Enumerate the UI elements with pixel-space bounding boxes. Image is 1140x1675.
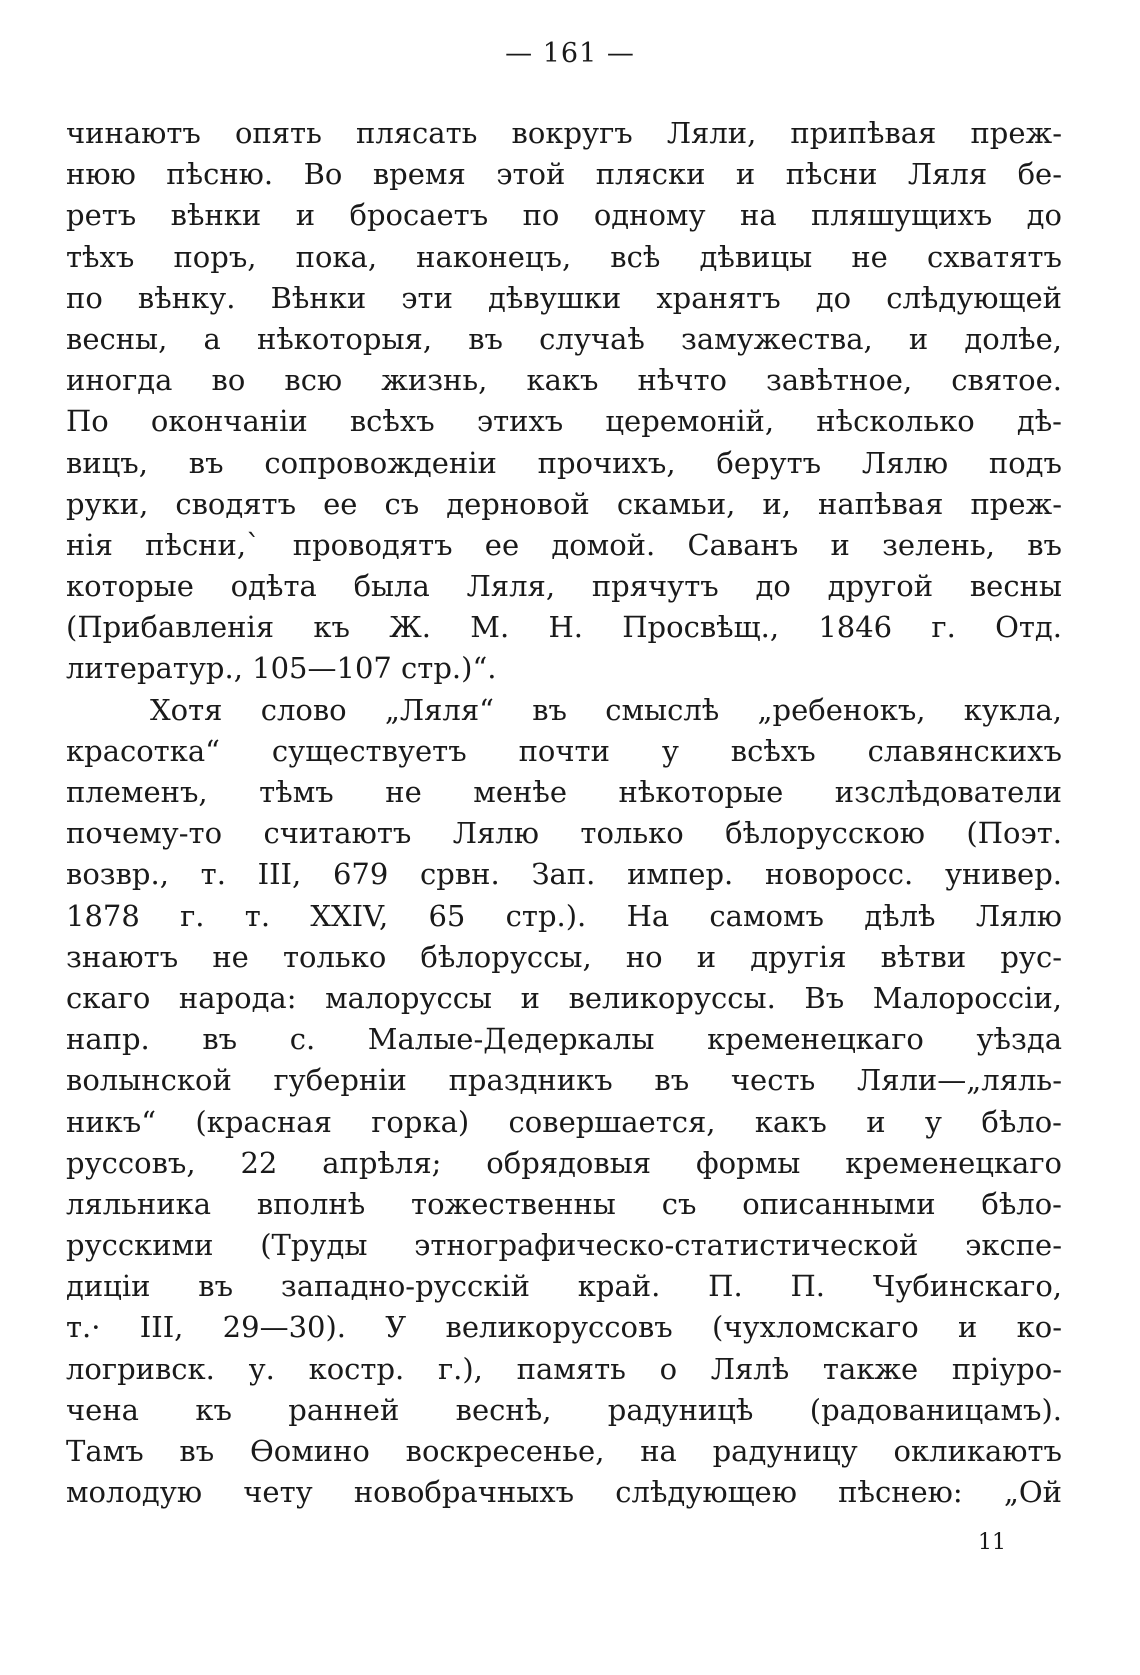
text-line: ляльника вполнѣ тожественны съ описанными бѣло- bbox=[66, 1186, 1062, 1221]
text-line: литератур., 105—107 стр.)“. bbox=[66, 651, 497, 686]
text-line: диціи въ западно-русскій край. П. П. Чубинскаго, bbox=[66, 1269, 1062, 1304]
text-line: нія пѣсни,` проводятъ ее домой. Саванъ и зелень, въ bbox=[66, 527, 1062, 562]
text-line: вицъ, въ сопровожденіи прочихъ, берутъ Лялю подъ bbox=[66, 445, 1062, 480]
text-line: По окончаніи всѣхъ этихъ церемоній, нѣсколько дѣ- bbox=[66, 404, 1062, 439]
text-line: почему-то считаютъ Лялю только бѣлорусскою (Поэт. bbox=[66, 816, 1062, 851]
text-line: напр. въ с. Малые-Дедеркалы кременецкаго уѣзда bbox=[66, 1022, 1062, 1057]
text-line: красотка“ существуетъ почти у всѣхъ славянскихъ bbox=[66, 733, 1062, 768]
signature-mark: 11 bbox=[978, 1530, 1006, 1555]
text-line: волынской губерніи праздникъ въ честь Ляли—„ляль- bbox=[66, 1063, 1062, 1098]
text-line: руки, сводятъ ее съ дерновой скамьи, и, напѣвая преж- bbox=[66, 486, 1062, 521]
page-number: — 161 — bbox=[505, 38, 635, 69]
text-line: 1878 г. т. XXIV, 65 стр.). На самомъ дѣлѣ Лялю bbox=[66, 898, 1062, 933]
text-line: русскими (Труды этнографическо-статистической экспе- bbox=[66, 1228, 1062, 1263]
text-line: никъ“ (красная горка) совершается, какъ и у бѣло- bbox=[66, 1104, 1062, 1139]
text-line: руссовъ, 22 апрѣля; обрядовыя формы кременецкаго bbox=[66, 1145, 1062, 1180]
text-line: которые одѣта была Ляля, прячутъ до другой весны bbox=[66, 569, 1062, 604]
text-line: чена къ ранней веснѣ, радуницѣ (радованицамъ). bbox=[66, 1392, 1062, 1427]
text-line: чинаютъ опять плясать вокругъ Ляли, припѣвая преж- bbox=[66, 116, 1062, 150]
text-line: т.· III, 29—30). У великоруссовъ (чухломскаго и ко- bbox=[66, 1310, 1062, 1345]
text-line: ретъ вѣнки и бросаетъ по одному на пляшущихъ до bbox=[66, 198, 1062, 233]
text-line: Тамъ въ Ѳомино воскресенье, на радуницу окликаютъ bbox=[66, 1434, 1062, 1468]
text-line: (Прибавленія къ Ж. М. Н. Просвѣщ., 1846 г. Отд. bbox=[66, 610, 1062, 645]
text-line: иногда во всю жизнь, какъ нѣчто завѣтное, святое. bbox=[66, 363, 1062, 398]
text-line: скаго народа: малоруссы и великоруссы. Въ Малороссіи, bbox=[66, 980, 1062, 1015]
text-line: Хотя слово „Ляля“ въ смыслѣ „ребенокъ, кукла, bbox=[150, 692, 1062, 727]
text-line: возвр., т. III, 679 срвн. Зап. импер. новоросс. универ. bbox=[66, 857, 1062, 892]
body-text bbox=[66, 113, 1062, 1513]
text-line: логривск. у. костр. г.), память о Лялѣ также пріуро- bbox=[66, 1351, 1062, 1386]
text-line: нюю пѣсню. Во время этой пляски и пѣсни Ляля бе- bbox=[66, 157, 1062, 192]
text-line: знаютъ не только бѣлоруссы, но и другія вѣтви рус- bbox=[66, 939, 1062, 974]
text-line: весны, а нѣкоторыя, въ случаѣ замужества, и долѣе, bbox=[66, 321, 1062, 356]
text-line: молодую чету новобрачныхъ слѣдующею пѣснею: „Ой bbox=[66, 1475, 1062, 1510]
text-line: тѣхъ поръ, пока, наконецъ, всѣ дѣвицы не схватятъ bbox=[66, 239, 1062, 274]
text-line: племенъ, тѣмъ не менѣе нѣкоторые изслѣдователи bbox=[66, 775, 1062, 809]
text-line: по вѣнку. Вѣнки эти дѣвушки хранятъ до слѣдующей bbox=[66, 280, 1062, 315]
